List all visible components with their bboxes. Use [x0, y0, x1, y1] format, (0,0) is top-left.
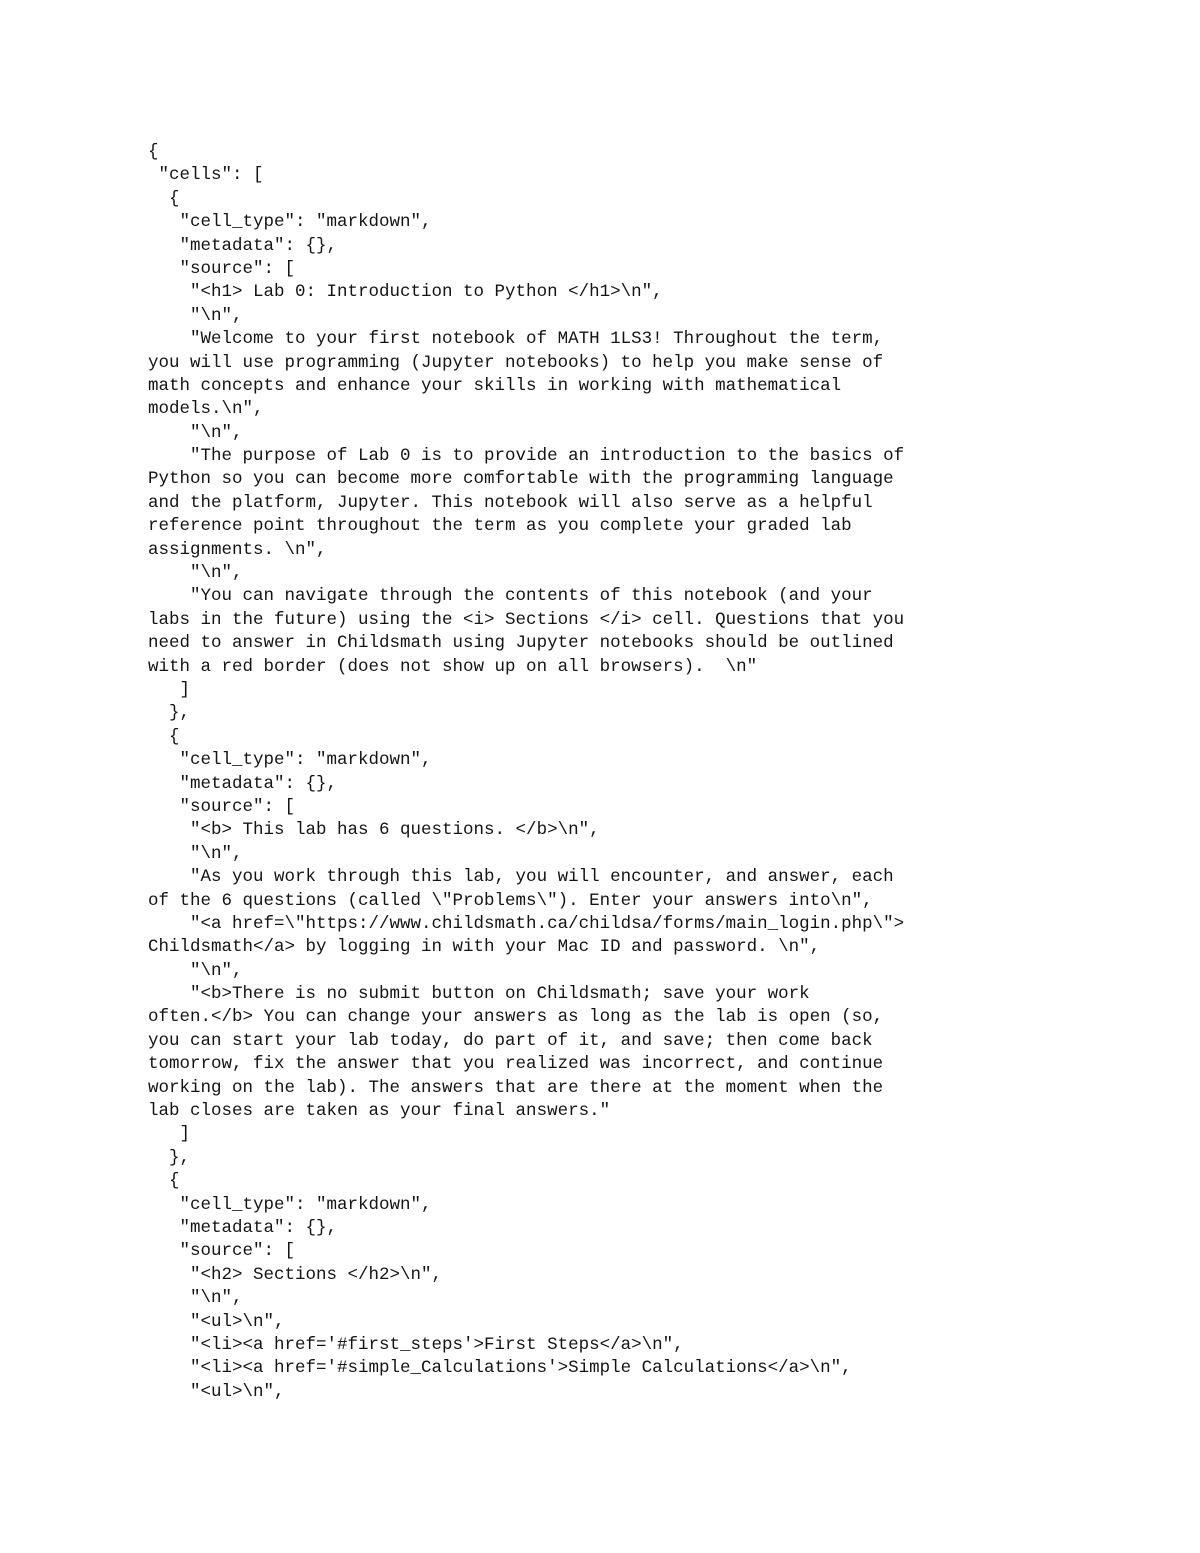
code-line: }, — [148, 1147, 191, 1168]
code-line: "metadata": {}, — [148, 773, 338, 794]
code-line: "<b>There is no submit button on Childsmath; save your work — [148, 984, 810, 1005]
code-line: and the platform, Jupyter. This notebook will also serve as a helpful — [148, 492, 873, 513]
code-line: lab closes are taken as your final answers." — [148, 1101, 611, 1122]
code-line: "The purpose of Lab 0 is to provide an introduction to the basics of — [148, 446, 905, 467]
code-line: "\n", — [148, 843, 243, 864]
code-line: math concepts and enhance your skills in working with mathematical — [148, 375, 842, 396]
code-line: "metadata": {}, — [148, 1217, 338, 1238]
code-line: { — [148, 1171, 180, 1192]
code-line: "As you work through this lab, you will encounter, and answer, each — [148, 867, 894, 888]
code-line: "cell_type": "markdown", — [148, 1194, 432, 1215]
code-line: "<b> This lab has 6 questions. </b>\n", — [148, 820, 600, 841]
code-line: "<h2> Sections </h2>\n", — [148, 1264, 443, 1285]
code-line: Childsmath</a> by logging in with your Mac ID and password. \n", — [148, 937, 821, 958]
code-line: { — [148, 726, 180, 747]
code-line: "\n", — [148, 305, 243, 326]
code-line: "\n", — [148, 960, 243, 981]
code-line: "source": [ — [148, 796, 296, 817]
code-line: "source": [ — [148, 258, 296, 279]
code-line: "cells": [ — [148, 165, 264, 186]
code-line: "\n", — [148, 563, 243, 584]
code-line: reference point throughout the term as you complete your graded lab — [148, 516, 852, 537]
code-line: you will use programming (Jupyter notebooks) to help you make sense of — [148, 352, 884, 373]
document-page — [148, 141, 1148, 1404]
code-line: "metadata": {}, — [148, 235, 338, 256]
code-line: "<ul>\n", — [148, 1381, 285, 1402]
code-line: "\n", — [148, 1288, 243, 1309]
code-line: "<li><a href='#simple_Calculations'>Simple Calculations</a>\n", — [148, 1358, 852, 1379]
code-line: often.</b> You can change your answers as long as the lab is open (so, — [148, 1007, 884, 1028]
code-line: "source": [ — [148, 1241, 296, 1262]
code-line: ] — [148, 679, 191, 700]
code-line: "<ul>\n", — [148, 1311, 285, 1332]
code-line: with a red border (does not show up on all browsers). \n" — [148, 656, 758, 677]
code-line: "\n", — [148, 422, 243, 443]
code-line: { — [148, 142, 159, 162]
code-line: Python so you can become more comfortable with the programming language — [148, 469, 894, 490]
code-line: need to answer in Childsmath using Jupyter notebooks should be outlined — [148, 633, 894, 654]
code-line: assignments. \n", — [148, 539, 327, 560]
code-line: working on the lab). The answers that are there at the moment when the — [148, 1077, 884, 1098]
code-line: models.\n", — [148, 399, 264, 420]
code-line: "<a href=\"https://www.childsmath.ca/childsa/forms/main_login.php\"> — [148, 913, 905, 934]
code-line: "<h1> Lab 0: Introduction to Python </h1>\n", — [148, 282, 663, 303]
code-line: "<li><a href='#first_steps'>First Steps</a>\n", — [148, 1334, 684, 1355]
code-line: "cell_type": "markdown", — [148, 750, 432, 771]
code-line: ] — [148, 1124, 191, 1145]
code-line: }, — [148, 703, 191, 724]
code-line: "Welcome to your first notebook of MATH 1LS3! Throughout the term, — [148, 329, 884, 350]
code-line: tomorrow, fix the answer that you realized was incorrect, and continue — [148, 1054, 884, 1075]
code-line: labs in the future) using the <i> Sections </i> cell. Questions that you — [148, 609, 905, 630]
code-line: { — [148, 188, 180, 209]
code-line: "You can navigate through the contents of this notebook (and your — [148, 586, 873, 607]
code-line: of the 6 questions (called \"Problems\"). Enter your answers into\n", — [148, 890, 873, 911]
code-line: "cell_type": "markdown", — [148, 212, 432, 233]
code-line: you can start your lab today, do part of it, and save; then come back — [148, 1030, 873, 1051]
